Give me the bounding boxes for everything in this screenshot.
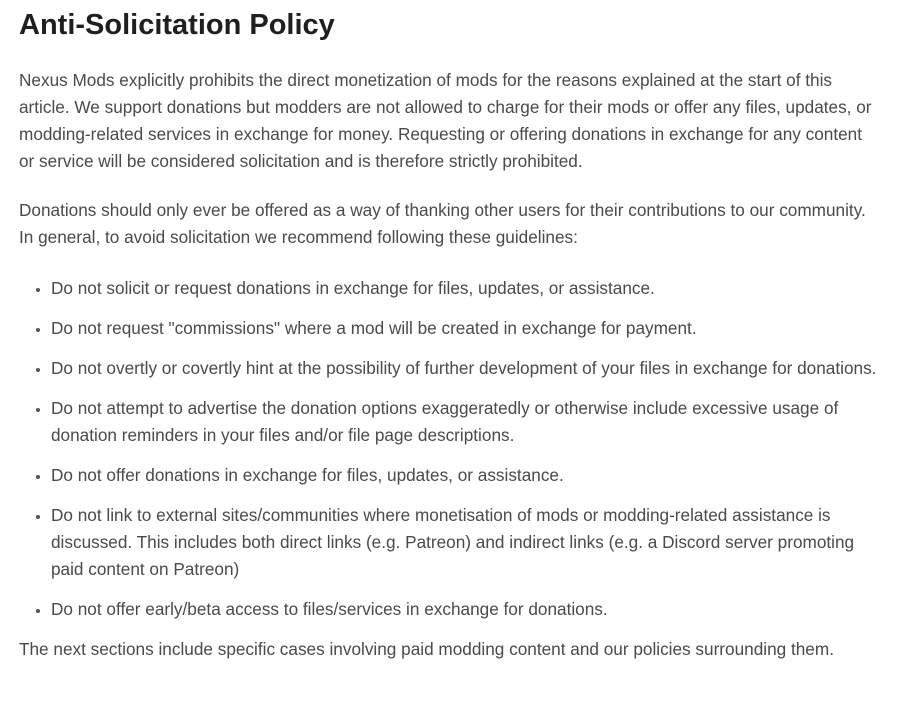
guideline-item: • Do not link to external sites/communities where monetisation of mods or modding-related assistance is discussed. This includes both direct links (e.g. Patreon) and indirect links (e.g. a Discord server promoting paid content on Patreon): [51, 502, 879, 583]
section-title: Anti-Solicitation Policy: [19, 9, 335, 41]
guidelines-list: [19, 275, 879, 623]
closing-paragraph: The next sections include specific cases involving paid modding content and our policies surrounding them.: [19, 639, 834, 659]
guideline-item: • Do not overtly or covertly hint at the possibility of further development of your files in exchange for donations.: [51, 355, 879, 382]
guideline-item: • Do not offer early/beta access to files/services in exchange for donations.: [51, 596, 879, 623]
guideline-item: • Do not offer donations in exchange for files, updates, or assistance.: [51, 462, 879, 489]
guideline-item: • Do not attempt to advertise the donation options exaggeratedly or otherwise include excessive usage of donation reminders in your files and/or file page descriptions.: [51, 395, 879, 449]
donations-paragraph: Donations should only ever be offered as a way of thanking other users for their contributions to our community. In general, to avoid solicitation we recommend following these guidelines:: [19, 200, 866, 247]
guideline-item: • Do not solicit or request donations in exchange for files, updates, or assistance.: [51, 275, 879, 302]
intro-paragraph: Nexus Mods explicitly prohibits the direct monetization of mods for the reasons explained at the start of this article. We support donations but modders are not allowed to charge for their mods or offer any files, updates, or modding-related services in exchange for money. Requesting or offering donations in exchange for any content or service will be considered solicitation and is therefore strictly prohibited.: [19, 70, 872, 171]
guideline-item: • Do not request "commissions" where a mod will be created in exchange for payment.: [51, 315, 879, 342]
